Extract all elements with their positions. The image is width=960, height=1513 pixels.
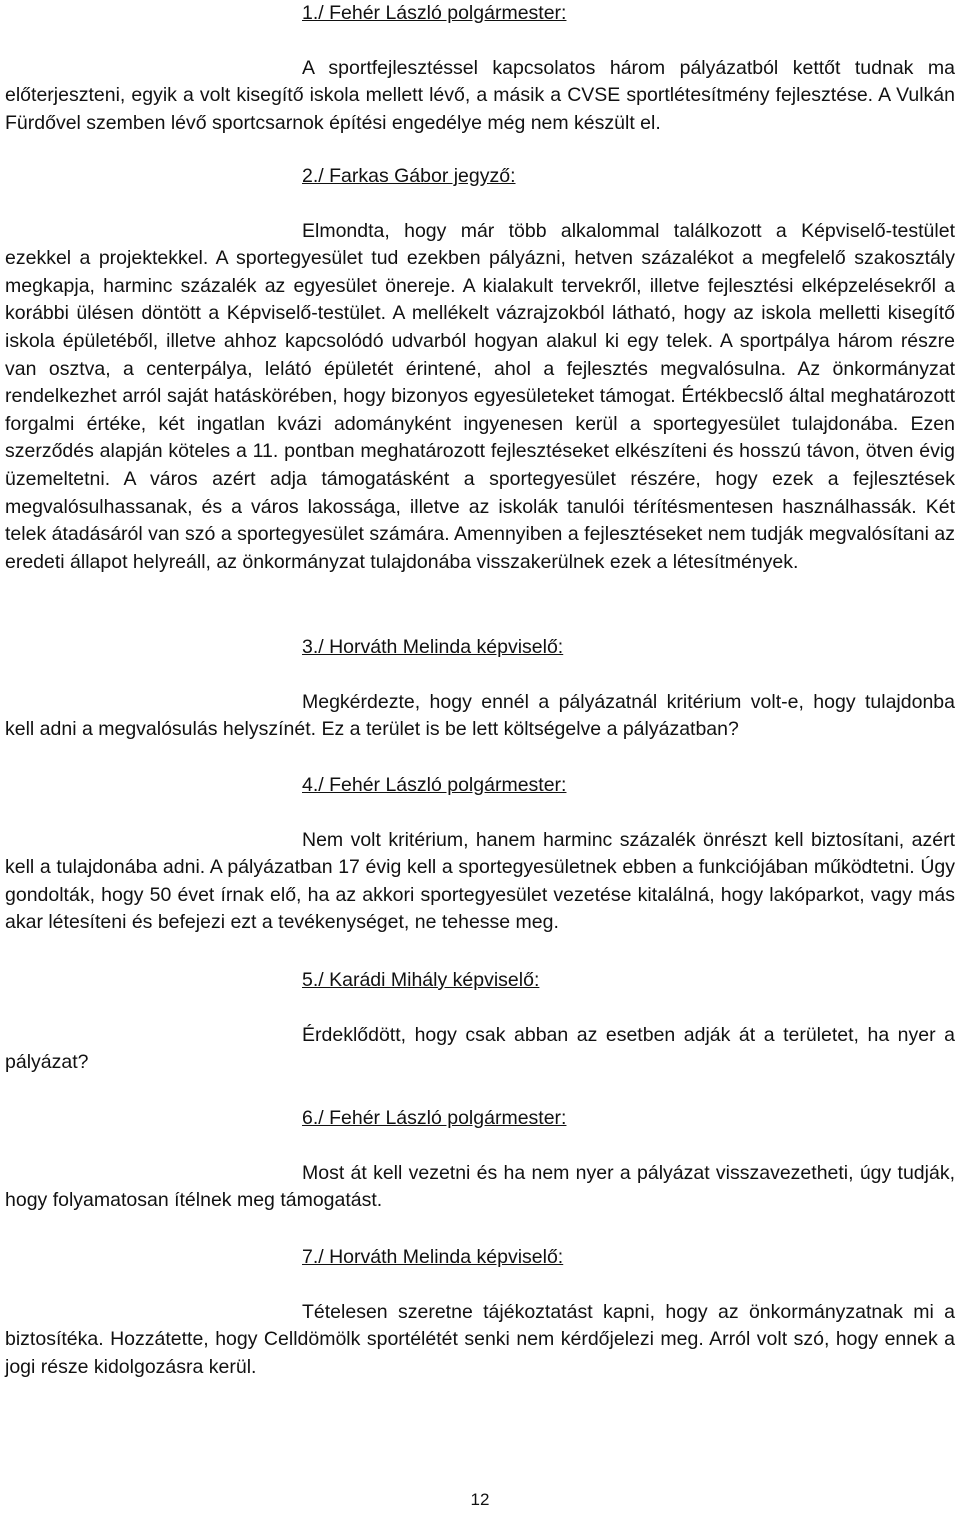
section-heading: 3./ Horváth Melinda képviselő: — [302, 636, 564, 658]
section-text: Érdeklődött, hogy csak abban az esetben adják át a területet, ha nyer a pályázat? — [5, 1023, 955, 1074]
section-2 — [5, 163, 955, 576]
section-6 — [5, 1105, 955, 1215]
section-text: Elmondta, hogy már több alkalommal találkozott a Képviselő-testület ezekkel a projektekkel. A sportegyesület tud ezekben pályázni, hetven százalékot a megfelelő szakosztály megkapja, harminc százalék az egyesület önereje. A kialakult tervekről, illetve fejlesztési elképzelésekről a korábbi ülésen döntött a Képviselő-testület. A mellékelt vázrajzokból látható, hogy az iskola melletti kisegítő iskola épületéből, illetve ahhoz kapcsolódó udvarból hogyan alakul ki egy telek. A sportpálya három részre van osztva, a centerpálya, lelátó épületét érintené, ahol a fejlesztés megvalósulna. Az önkormányzat rendelkezhet arról saját hatáskörében, hogy bizonyos egyesületeket támogat. Értékbecslő által meghatározott forgalmi értéke, két ingatlan kvázi adományként ingyenesen kerül a sportegyesület tulajdonába. Ezen szerződés alapján köteles a 11. pontban meghatározott fejlesztéseket elkészíteni és hosszú távon, ötven évig üzemeltetni. A város azért adja támogatásként a sportegyesület részére, hogy ezek a fejlesztések megvalósulhassanak, és a város lakossága, illetve az iskolák tanulói térítésmentesen használhassák. Két telek átadásáról van szó a sportegyesület számára. Amennyiben a fejlesztéseket nem tudják megvalósítani az eredeti állapot helyreáll, az önkormányzat tulajdonába visszakerülnek ezek a létesítmények. — [5, 219, 955, 573]
section-heading: 4./ Fehér László polgármester: — [302, 774, 567, 796]
section-text: Tételesen szeretne tájékoztatást kapni, hogy az önkormányzatnak mi a biztosítéka. Hozzátette, hogy Celldömölk sportélétét senki nem kérdőjelezi meg. Arról volt szó, hogy ennek a jogi része kidolgozásra kerül. — [5, 1300, 955, 1378]
section-heading: 1./ Fehér László polgármester: — [302, 2, 567, 24]
section-text: Nem volt kritérium, hanem harminc százalék önrészt kell biztosítani, azért kell a tulajdonába adni. A pályázatban 17 évig kell a sportegyesületnek ebben a funkciójában működtetni. Úgy gondolták, hogy 50 évet írnak elő, ha az akkori sportegyesület vezetése kitalálná, hogy lakóparkot, vagy más akar létesíteni és befejezi ezt a tevékenységet, ne tehesse meg. — [5, 828, 955, 934]
section-text: A sportfejlesztéssel kapcsolatos három pályázatból kettőt tudnak ma előterjeszteni, egyik a volt kisegítő iskola mellett lévő, a másik a CVSE sportlétesítmény fejlesztése. A Vulkán Fürdővel szemben lévő sportcsarnok építési engedélye még nem készült el. — [5, 56, 955, 134]
section-heading: 2./ Farkas Gábor jegyző: — [302, 165, 516, 187]
section-3 — [5, 634, 955, 744]
section-heading: 7./ Horváth Melinda képviselő: — [302, 1246, 564, 1268]
section-4 — [5, 772, 955, 937]
section-5 — [5, 967, 955, 1077]
section-text: Megkérdezte, hogy ennél a pályázatnál kritérium volt-e, hogy tulajdonba kell adni a megvalósulás helyszínét. Ez a terület is be lett költségelve a pályázatban? — [5, 690, 955, 741]
page-number: 12 — [470, 1490, 490, 1509]
section-text: Most át kell vezetni és ha nem nyer a pályázat visszavezetheti, úgy tudják, hogy folyamatosan ítélnek meg támogatást. — [5, 1161, 955, 1212]
section-7 — [5, 1244, 955, 1381]
section-heading: 5./ Karádi Mihály képviselő: — [302, 969, 540, 991]
section-heading: 6./ Fehér László polgármester: — [302, 1107, 567, 1129]
section-1 — [5, 0, 955, 137]
